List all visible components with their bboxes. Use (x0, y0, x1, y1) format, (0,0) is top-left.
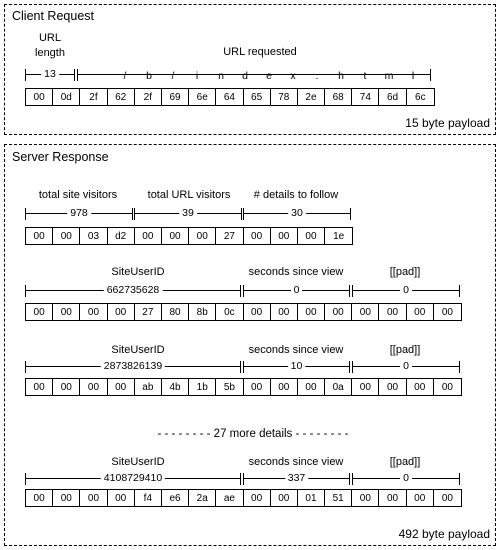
byte-cell: 27 (216, 228, 243, 244)
client-request-title: Client Request (12, 9, 94, 23)
byte-cell: 0d (53, 89, 80, 105)
url-char: m (384, 70, 394, 82)
byte-cell: 00 (26, 89, 53, 105)
url-char: d (242, 70, 248, 82)
byte-cell: 68 (325, 89, 352, 105)
pad-value: 0 (400, 472, 412, 485)
byte-cell: 1b (189, 379, 216, 395)
detail-2-byte-row (25, 378, 462, 396)
byte-cell: 6d (379, 89, 406, 105)
byte-cell: 00 (53, 304, 80, 320)
pad-value: 0 (400, 284, 412, 297)
byte-cell: 74 (352, 89, 379, 105)
byte-cell: 00 (108, 379, 135, 395)
byte-cell: 64 (216, 89, 243, 105)
seconds-since-view-value: 10 (288, 360, 306, 373)
pad-label: [[pad]] (389, 456, 421, 468)
byte-cell: 00 (162, 228, 189, 244)
byte-cell: 00 (325, 304, 352, 320)
byte-cell: 00 (53, 490, 80, 506)
byte-cell: 00 (407, 304, 434, 320)
byte-cell: 51 (325, 490, 352, 506)
total-url-visitors-value: 39 (179, 207, 197, 220)
byte-cell: 5b (216, 379, 243, 395)
byte-cell: 2a (189, 490, 216, 506)
header-byte-row (25, 227, 353, 245)
byte-cell: 00 (26, 490, 53, 506)
byte-cell: 27 (135, 304, 162, 320)
total-url-visitors-label: total URL visitors (147, 189, 231, 201)
byte-cell: 00 (244, 379, 271, 395)
byte-cell: 00 (244, 228, 271, 244)
seconds-since-view-value: 337 (285, 472, 309, 485)
byte-cell: 00 (53, 379, 80, 395)
byte-cell: 00 (80, 490, 107, 506)
byte-cell: f4 (135, 490, 162, 506)
url-char: x (290, 70, 296, 82)
site-user-id-bracket (25, 285, 241, 297)
byte-cell: 00 (271, 490, 298, 506)
site-user-id-value: 662735628 (104, 284, 163, 297)
byte-cell: 00 (441, 381, 453, 393)
site-user-id-value: 2873826139 (101, 360, 165, 373)
byte-cell: 00 (135, 228, 162, 244)
pad-bracket (352, 473, 460, 485)
server-payload-size: 492 byte payload (398, 527, 490, 541)
byte-cell: 00 (244, 304, 271, 320)
total-site-visitors-label: total site visitors (38, 189, 118, 201)
byte-cell: 2f (135, 89, 162, 105)
site-user-id-label: SiteUserID (111, 456, 165, 468)
byte-cell: 00 (80, 304, 107, 320)
site-user-id-label: SiteUserID (111, 344, 165, 356)
byte-cell: 00 (26, 304, 53, 320)
byte-cell: 00 (298, 304, 325, 320)
url-char: / (171, 70, 175, 82)
seconds-since-view-label: seconds since view (248, 456, 344, 468)
url-char: t (363, 70, 367, 82)
byte-cell: 6e (189, 89, 216, 105)
byte-cell: 2f (80, 89, 107, 105)
byte-cell: 01 (298, 490, 325, 506)
server-response-title: Server Response (12, 150, 109, 164)
url-char: l (411, 70, 415, 82)
byte-cell: 69 (162, 89, 189, 105)
seconds-since-view-bracket (243, 473, 350, 485)
byte-cell: 2e (298, 89, 325, 105)
byte-cell: 00 (244, 490, 271, 506)
url-char: i (195, 70, 199, 82)
byte-cell: 1e (333, 230, 345, 242)
url-length-value: 13 (41, 68, 59, 81)
client-payload-size: 15 byte payload (405, 116, 490, 130)
url-char: e (266, 70, 272, 82)
last-detail-byte-row (25, 489, 462, 507)
byte-cell: 00 (379, 490, 406, 506)
byte-cell: 80 (162, 304, 189, 320)
byte-cell: 4b (162, 379, 189, 395)
url-length-bracket (25, 69, 75, 81)
byte-cell: 00 (26, 379, 53, 395)
byte-cell: 00 (271, 304, 298, 320)
total-site-visitors-bracket (25, 208, 133, 220)
site-user-id-label: SiteUserID (111, 266, 165, 278)
byte-cell: 78 (271, 89, 298, 105)
byte-cell: 00 (108, 304, 135, 320)
url-requested-bracket (77, 69, 431, 81)
pad-bracket (352, 285, 460, 297)
byte-cell: 00 (441, 306, 453, 318)
pad-bracket (352, 361, 460, 373)
pad-label: [[pad]] (389, 344, 421, 356)
byte-cell: 00 (271, 228, 298, 244)
site-user-id-bracket (25, 361, 241, 373)
byte-cell: 00 (108, 490, 135, 506)
seconds-since-view-bracket (243, 285, 350, 297)
url-length-label: URL length (35, 32, 65, 59)
site-user-id-bracket (25, 473, 241, 485)
byte-cell: 65 (244, 89, 271, 105)
byte-cell: 62 (108, 89, 135, 105)
seconds-since-view-bracket (243, 361, 350, 373)
byte-cell: 03 (80, 228, 107, 244)
byte-cell: 00 (407, 490, 434, 506)
byte-cell: 00 (379, 304, 406, 320)
byte-cell: 00 (298, 379, 325, 395)
byte-cell: 6c (414, 91, 426, 103)
url-char: h (338, 70, 344, 82)
byte-cell: 00 (407, 379, 434, 395)
url-char: n (218, 70, 224, 82)
byte-cell: 0c (216, 304, 243, 320)
client-byte-row (25, 88, 435, 106)
url-requested-label: URL requested (223, 46, 297, 58)
seconds-since-view-value: 0 (291, 284, 303, 297)
site-user-id-value: 4108729410 (101, 472, 165, 485)
byte-cell: ae (216, 490, 243, 506)
byte-cell: 00 (352, 304, 379, 320)
url-char: / (123, 70, 127, 82)
seconds-since-view-label: seconds since view (248, 266, 344, 278)
details-to-follow-value: 30 (288, 207, 306, 220)
detail-1-byte-row (25, 303, 462, 321)
byte-cell: 00 (271, 379, 298, 395)
byte-cell: 00 (298, 228, 325, 244)
byte-cell: ab (135, 379, 162, 395)
byte-cell: 8b (189, 304, 216, 320)
seconds-since-view-label: seconds since view (248, 344, 344, 356)
byte-cell: 00 (80, 379, 107, 395)
total-url-visitors-bracket (134, 208, 242, 220)
byte-cell: 00 (26, 228, 53, 244)
details-to-follow-bracket (243, 208, 351, 220)
pad-value: 0 (400, 360, 412, 373)
more-details-divider: - - - - - - - - 27 more details - - - - - - - - (157, 428, 349, 440)
pad-label: [[pad]] (389, 266, 421, 278)
byte-cell: 00 (352, 490, 379, 506)
byte-cell: 0a (325, 379, 352, 395)
byte-cell: 00 (379, 379, 406, 395)
byte-cell: 00 (53, 228, 80, 244)
byte-cell: e6 (162, 490, 189, 506)
details-to-follow-label: # details to follow (253, 189, 339, 201)
byte-cell: 00 (352, 379, 379, 395)
total-site-visitors-value: 978 (67, 207, 91, 220)
byte-cell: 00 (189, 228, 216, 244)
byte-cell: d2 (108, 228, 135, 244)
byte-cell: 00 (441, 492, 453, 504)
url-char: . (315, 70, 319, 82)
url-char: b (146, 70, 152, 82)
